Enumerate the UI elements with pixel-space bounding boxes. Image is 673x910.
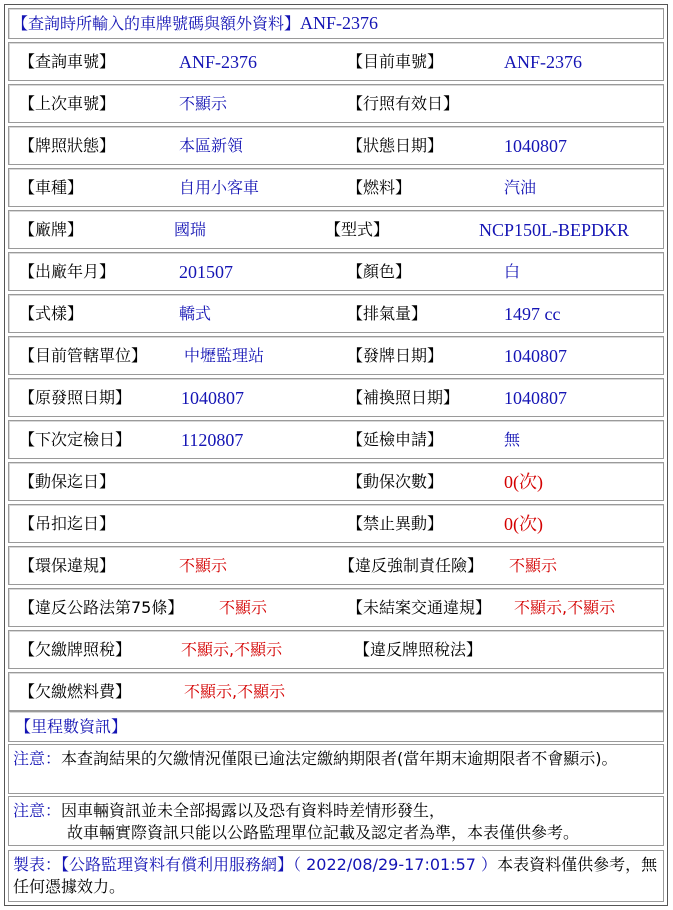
field-label: 【顏色】 bbox=[347, 262, 412, 281]
field-label: 【行照有效日】 bbox=[347, 94, 460, 113]
field-label: 【欠繳牌照稅】 bbox=[19, 640, 132, 659]
field-value: 不顯示 bbox=[179, 556, 228, 575]
footer-note bbox=[8, 850, 664, 902]
info-row bbox=[8, 504, 664, 543]
field-label: 【型式】 bbox=[325, 220, 390, 239]
field-value: 不顯示 bbox=[219, 598, 268, 617]
field-label: 【查詢車號】 bbox=[19, 52, 116, 71]
field-value: 1120807 bbox=[181, 430, 244, 450]
field-value: 1040807 bbox=[504, 346, 567, 366]
field-label: 【吊扣迄日】 bbox=[19, 514, 116, 533]
field-label: 【目前車號】 bbox=[347, 52, 444, 71]
field-value: 不顯示 bbox=[509, 556, 558, 575]
field-label: 【禁止異動】 bbox=[347, 514, 444, 533]
info-row bbox=[8, 168, 664, 207]
info-row bbox=[8, 336, 664, 375]
field-label: 【欠繳燃料費】 bbox=[19, 682, 132, 701]
field-label: 【原發照日期】 bbox=[19, 388, 132, 407]
note-2-label: 注意： bbox=[13, 801, 62, 820]
field-value: ANF-2376 bbox=[179, 52, 258, 72]
field-label: 【動保次數】 bbox=[347, 472, 444, 491]
field-label: 【環保違規】 bbox=[19, 556, 116, 575]
field-label: 【發牌日期】 bbox=[347, 346, 444, 365]
field-value: 自用小客車 bbox=[179, 178, 260, 197]
footer-source: 【公路監理資料有償利用服務網】 bbox=[61, 855, 294, 874]
info-row bbox=[8, 420, 664, 459]
field-label: 【違反公路法第75條】 bbox=[19, 598, 184, 617]
field-value: 白 bbox=[504, 262, 521, 281]
field-label: 【燃料】 bbox=[347, 178, 412, 197]
field-value: 0(次) bbox=[504, 514, 543, 534]
field-label: 【上次車號】 bbox=[19, 94, 116, 113]
field-value: 0(次) bbox=[504, 472, 543, 492]
field-value: 中壢監理站 bbox=[184, 346, 265, 365]
footer-label: 製表： bbox=[13, 855, 62, 874]
mileage-row bbox=[8, 711, 664, 742]
info-row bbox=[8, 126, 664, 165]
field-label: 【狀態日期】 bbox=[347, 136, 444, 155]
info-row bbox=[8, 378, 664, 417]
field-value: 1040807 bbox=[504, 388, 567, 408]
field-value: 國瑞 bbox=[174, 220, 207, 239]
mileage-title: 【里程數資訊】 bbox=[15, 717, 128, 736]
field-label: 【違反強制責任險】 bbox=[339, 556, 484, 575]
info-row bbox=[8, 84, 664, 123]
field-value: 1040807 bbox=[504, 136, 567, 156]
field-label: 【未結案交通違規】 bbox=[347, 598, 492, 617]
footer-text: 本表資料僅供參考，無任何憑據效力。 bbox=[13, 855, 658, 896]
note-2 bbox=[8, 796, 664, 846]
field-label: 【廠牌】 bbox=[19, 220, 84, 239]
info-row bbox=[8, 672, 664, 711]
info-row bbox=[8, 42, 664, 81]
field-label: 【動保迄日】 bbox=[19, 472, 116, 491]
note-1 bbox=[8, 744, 664, 794]
field-value: NCP150L-BEPDKR bbox=[479, 220, 630, 240]
field-label: 【牌照狀態】 bbox=[19, 136, 116, 155]
report-title-plate: ANF-2376 bbox=[300, 13, 379, 33]
field-value: ANF-2376 bbox=[504, 52, 583, 72]
field-label: 【延檢申請】 bbox=[347, 430, 444, 449]
info-row bbox=[8, 252, 664, 291]
field-value: 汽油 bbox=[504, 178, 537, 197]
info-row bbox=[8, 546, 664, 585]
field-value: 轎式 bbox=[179, 304, 212, 323]
field-label: 【排氣量】 bbox=[347, 304, 428, 323]
field-value: 不顯示,不顯示 bbox=[514, 598, 616, 617]
report-title-row bbox=[8, 8, 664, 39]
field-label: 【式樣】 bbox=[19, 304, 84, 323]
field-label: 【補換照日期】 bbox=[347, 388, 460, 407]
info-row bbox=[8, 630, 664, 669]
field-value: 本區新領 bbox=[179, 136, 244, 155]
note-2-line2: 故車輛實際資訊只能以公路監理單位記載及認定者為準，本表僅供參考。 bbox=[67, 823, 580, 842]
note-2-line1: 因車輛資訊並未全部揭露以及恐有資料時差情形發生， bbox=[61, 801, 446, 820]
field-label: 【出廠年月】 bbox=[19, 262, 116, 281]
field-value: 無 bbox=[504, 430, 521, 449]
info-row bbox=[8, 210, 664, 249]
field-value: 1040807 bbox=[181, 388, 244, 408]
field-value: 不顯示 bbox=[179, 94, 228, 113]
info-row bbox=[8, 462, 664, 501]
field-label: 【車種】 bbox=[19, 178, 84, 197]
field-value: 1497 cc bbox=[504, 304, 561, 324]
note-1-text: 本查詢結果的欠繳情況僅限已逾法定繳納期限者(當年期末逾期限者不會顯示)。 bbox=[61, 749, 618, 768]
info-row bbox=[8, 294, 664, 333]
field-value: 201507 bbox=[179, 262, 233, 282]
field-label: 【違反牌照稅法】 bbox=[354, 640, 483, 659]
footer-time: （ 2022/08/29-17:01:57 ） bbox=[293, 855, 498, 874]
info-row bbox=[8, 588, 664, 627]
report-title: 【查詢時所輸入的車牌號碼與額外資料】 bbox=[12, 14, 301, 33]
field-value: 不顯示,不顯示 bbox=[184, 682, 286, 701]
note-1-label: 注意： bbox=[13, 749, 62, 768]
field-label: 【目前管轄單位】 bbox=[19, 346, 148, 365]
field-value: 不顯示,不顯示 bbox=[181, 640, 283, 659]
field-label: 【下次定檢日】 bbox=[19, 430, 132, 449]
